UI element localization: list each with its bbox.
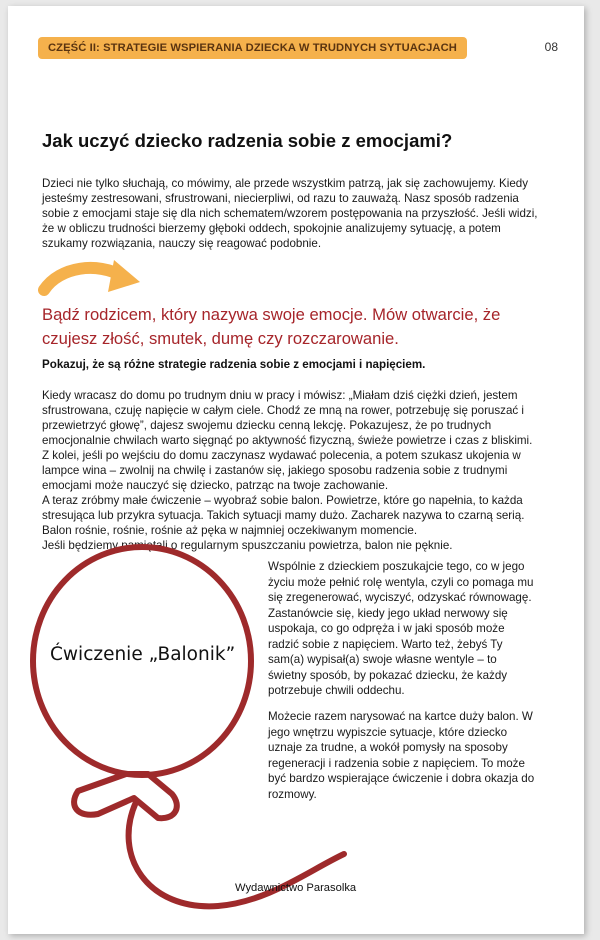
page-number: 08 xyxy=(544,40,558,54)
section-label: CZĘŚĆ II: STRATEGIE WSPIERANIA DZIECKA W TRUDNYCH SYTUACJACH xyxy=(38,37,467,59)
exercise-title: Ćwiczenie „Balonik” xyxy=(50,644,236,665)
subheading: Pokazuj, że są różne strategie radzenia sobie z emocjami i napięciem. xyxy=(42,358,426,371)
highlight-quote: Bądź rodzicem, który nazywa swoje emocje. Mów otwarcie, że czujesz złość, smutek, dumę czy rozczarowanie. xyxy=(42,305,501,348)
publisher-footer: Wydawnictwo Parasolka xyxy=(235,882,357,894)
intro-paragraph: Dzieci nie tylko słuchają, co mówimy, ale przede wszystkim patrzą, jak się zachowujemy. Kiedy jesteśmy zestresowani, sfrustrowani, niecierpliwi, od razu to zauważą. Nasz sposób radzenia sobie z emocjami staje się dla nich schematem/wzorem postępowania na przyszłość. Jeśli widzi, że w obliczu trudności bierzemy głęboki oddech, spokojnie analizujemy sytuację, a potem szukamy rozwiązania, nauczy się reagować podobnie. xyxy=(42,177,538,250)
document-page xyxy=(8,6,584,934)
exercise-paragraph-2: Możecie razem narysować na kartce duży balon. W jego wnętrzu wypiszcie sytuacje, które dziecko uznaje za trudne, a wokół pomysły na sposoby regeneracji i radzenia sobie z napięciem. To może być bardzo wspierające ćwiczenie i dobra okazja do rozmowy. xyxy=(268,710,535,801)
story-paragraph: Kiedy wracasz do domu po trudnym dniu w pracy i mówisz: „Miałam dziś ciężki dzień, jestem sfrustrowana, czuję napięcie w całym ciele. Chodź ze mną na rower, potrzebuję się poruszać i przewietrzyć głowę”, dajesz swojemu dziecku cenną lekcję. Pokazujesz, że po trudnych emocjonalnie chwilach warto sięgnąć po aktywność fizyczną, świeże powietrze i czas z bliskimi. Z kolei, jeśli po wejściu do domu zaczynasz wydawać polecenia, a potem szukasz ukojenia w lampce wina – zwolnij na chwilę i zastanów się, jakiego sposobu radzenia sobie z trudnymi emocjami może nauczyć się dziecko, patrząc na twoje zachowanie. A teraz zróbmy małe ćwiczenie – wyobraź sobie balon. Powietrze, które go napełnia, to każda stresująca lub przykra sytuacja. Takich sytuacji mamy dużo. Zacharek nazywa to czarną serią. Balon rośnie, rośnie, rośnie aż pęka w najmniej oczekiwanym momencie. Jeśli będziemy pamiętali o regularnym spuszczaniu powietrza, balon nie pęknie. xyxy=(42,389,533,552)
article-title: Jak uczyć dziecko radzenia sobie z emocjami? xyxy=(42,130,453,151)
exercise-paragraph-1: Wspólnie z dzieckiem poszukajcie tego, co w jego życiu może pełnić rolę wentyla, czyli co pomaga mu się zregenerować, wyciszyć, odzyskać równowagę. Zastanówcie się, kiedy jego układ nerwowy się uspokaja, co go odpręża i w jaki sposób może radzić sobie z napięciem. Warto też, żebyś Ty sam(a) wypisał(a) swoje własne wentyle – to świetny sposób, by pokazać dziecku, że każdy potrzebuje chwili oddechu. xyxy=(268,560,534,697)
